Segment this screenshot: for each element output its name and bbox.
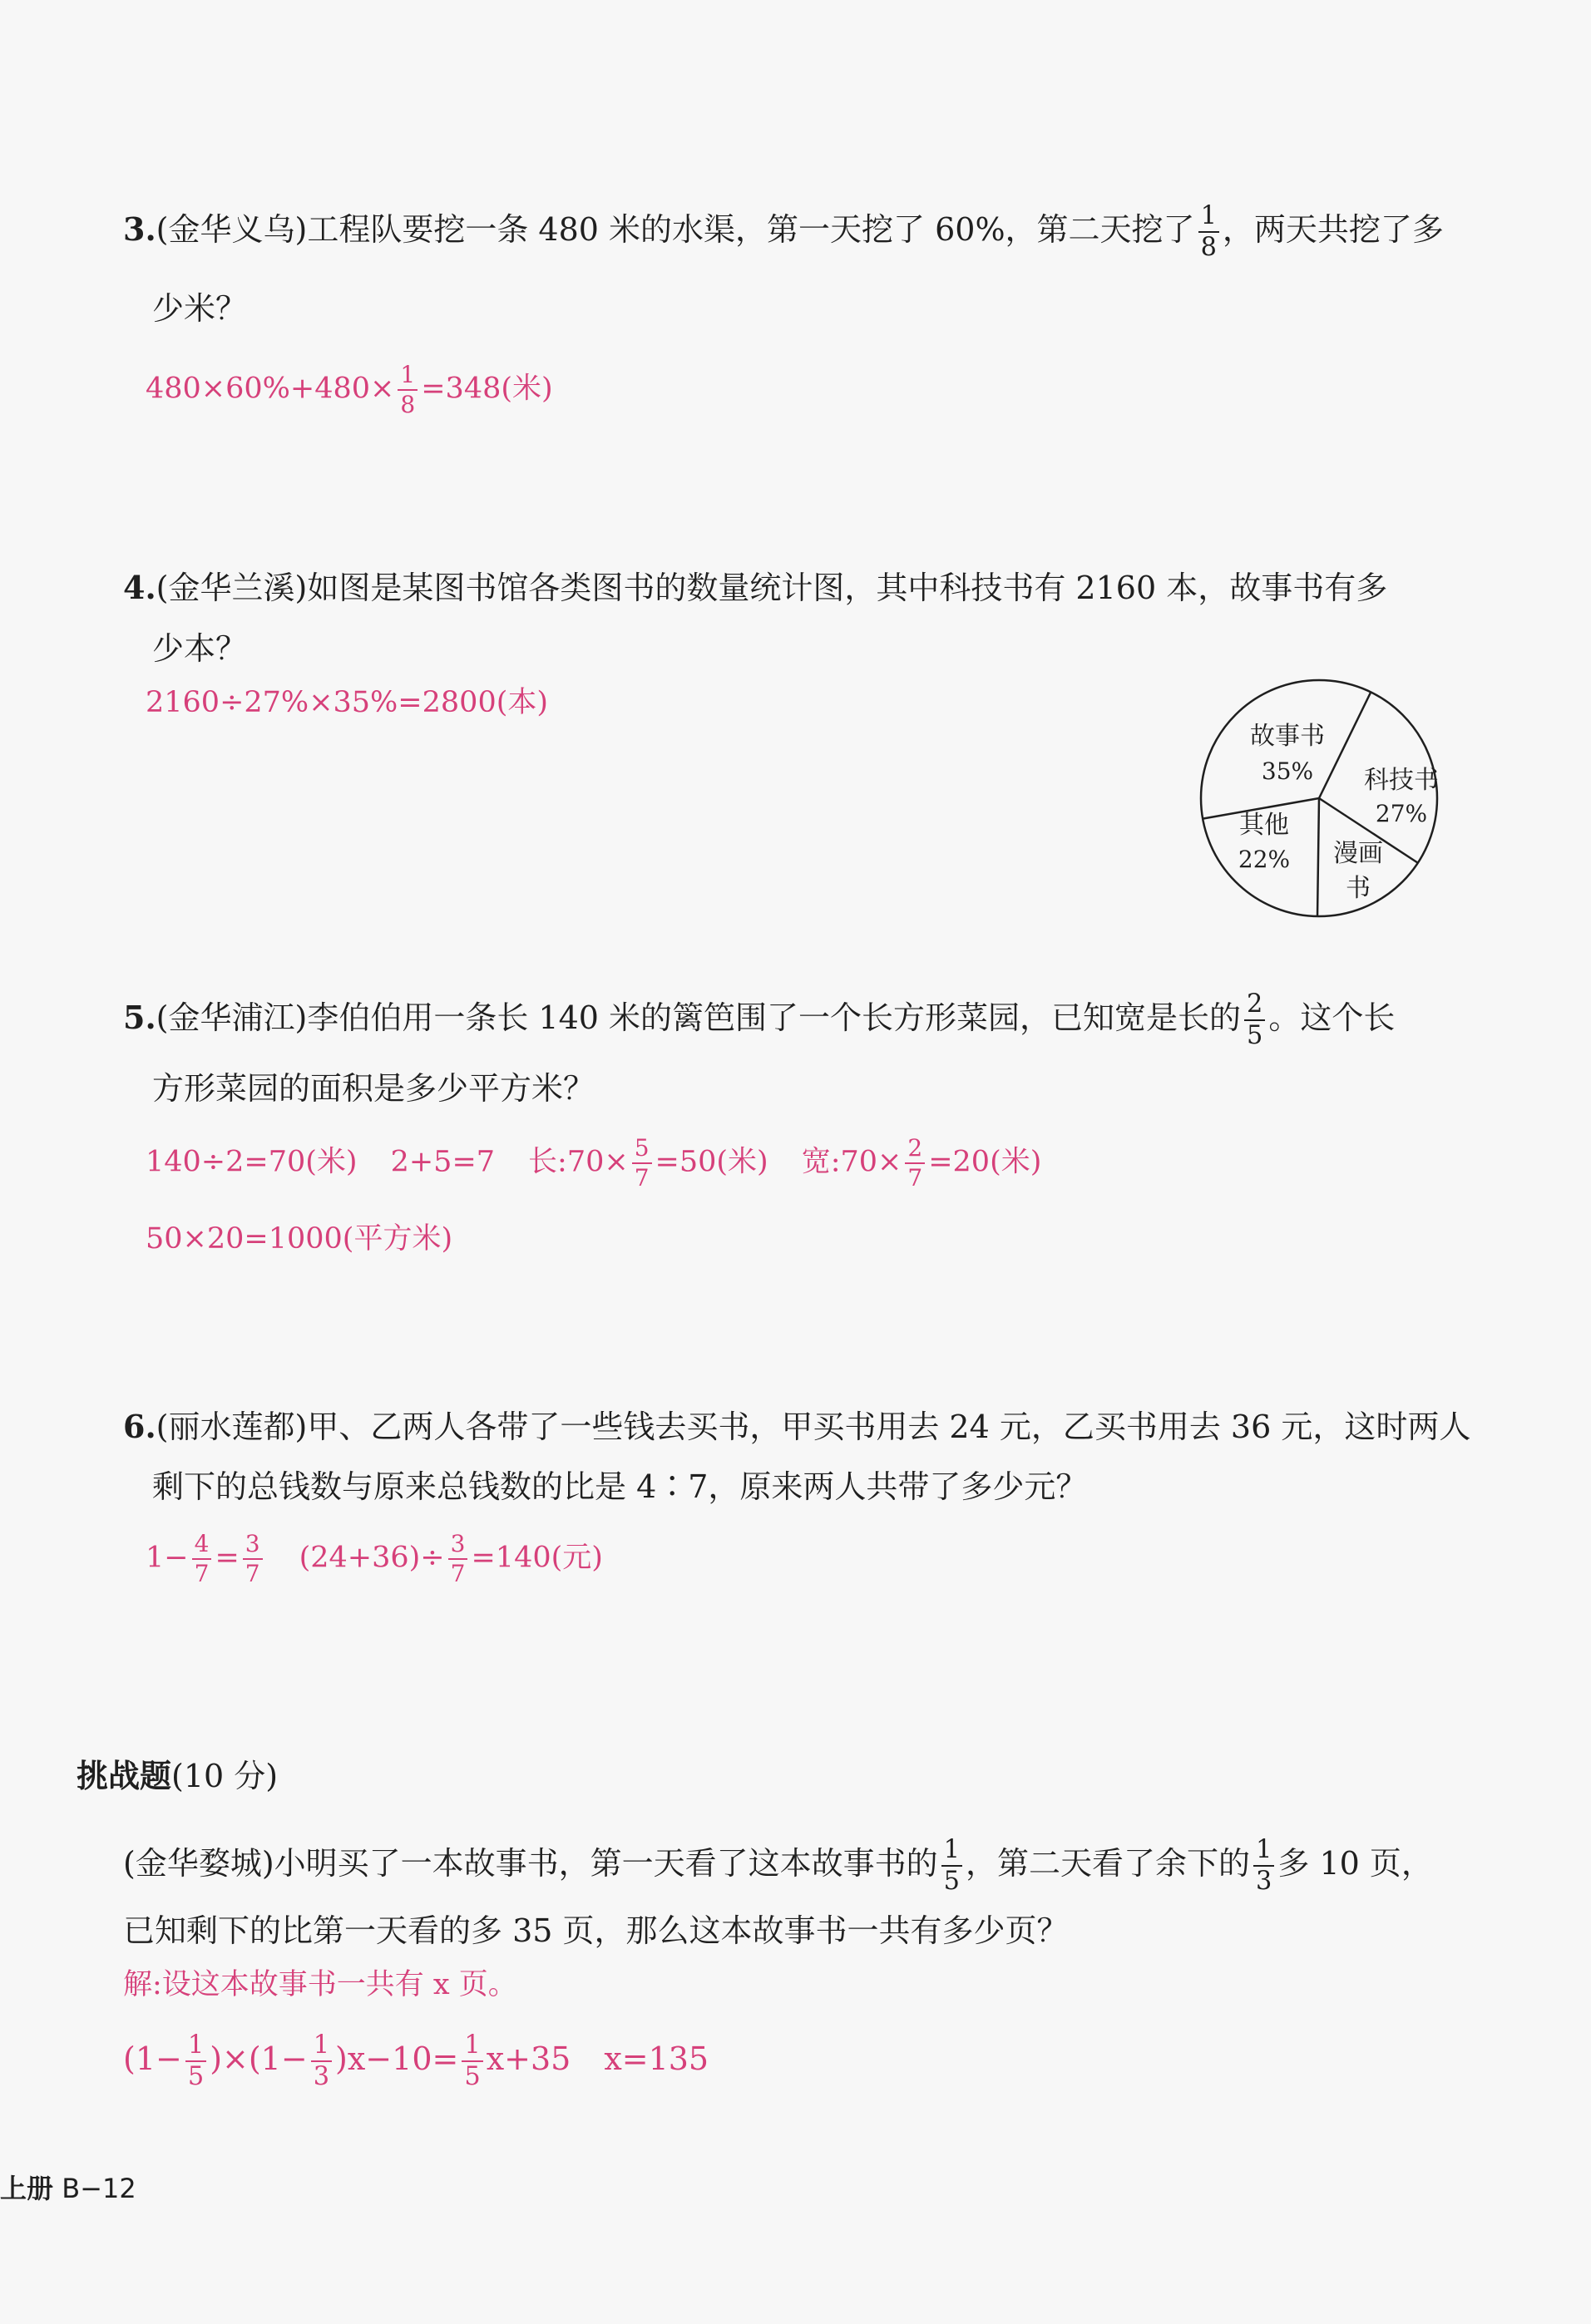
q5-answer-3-result: =50(米) [655,1145,768,1179]
challenge-eq-fraction-1-num: 1 [187,2030,205,2060]
q4-line1 [123,569,1388,606]
challenge-points: (10 分) [171,1758,279,1794]
challenge-eq-fraction-1-den: 5 [185,2060,206,2090]
q6-answer-fraction-3-den: 7 [448,1558,468,1586]
pie-label-other: 其他 [1239,811,1289,840]
challenge-eq-fraction-3-den: 5 [462,2060,482,2090]
challenge-eq-c: )x−10= [335,2040,459,2077]
q6-line2: 剩下的总钱数与原来总钱数的比是 4∶7，原来两人共带了多少元？ [152,1468,1088,1505]
challenge-eq-result: x=135 [604,2040,709,2077]
challenge-line1 [123,1835,1433,1897]
pie-value-other: 22% [1238,846,1291,873]
challenge-fraction-2-num: 1 [1256,1835,1272,1864]
challenge-fraction-1 [941,1835,962,1897]
challenge-eq-fraction-1 [185,2030,206,2092]
q5-answer-4-fraction [905,1134,925,1192]
q5-fraction-den: 5 [1244,1019,1265,1049]
q5-fraction-num: 2 [1247,989,1263,1019]
q5-answer-3-fraction [632,1134,652,1192]
q6-answer-equals: = [215,1541,240,1575]
q4-answer: 2160÷27%×35%=2800(本) [146,686,549,719]
challenge-eq-d: x+35 [486,2040,571,2077]
q6-answer-result: =140(元) [471,1541,603,1575]
q6-line1 [123,1408,1471,1445]
pie-label-tech: 科技书 [1364,766,1439,795]
q3-answer-result: =348(米) [421,372,553,406]
challenge-fraction-2-den: 3 [1253,1865,1274,1894]
q6-source: (丽水莲都) [156,1409,308,1445]
challenge-source: (金华婺城) [123,1844,274,1882]
q3-fraction-num: 1 [1200,201,1217,230]
q4-line2: 少本？ [152,630,248,667]
q5-text: 李伯伯用一条长 140 米的篱笆围了一个长方形菜园，已知宽是长的 [307,999,1242,1036]
q5-answer-1: 140÷2=70(米) [146,1145,358,1179]
q3-answer-fraction [398,363,418,417]
q5-answer-3-num: 5 [634,1134,650,1162]
q5-answer-4-num: 2 [907,1134,923,1162]
q3-text-end: ，两天共挖了多 [1222,210,1444,248]
challenge-eq-fraction-3 [462,2030,482,2092]
q4-source: (金华兰溪) [156,570,308,606]
q3-answer-fraction-num: 1 [400,361,416,388]
footer-volume: 上册 [0,2173,54,2204]
challenge-eq-fraction-3-num: 1 [464,2030,481,2060]
q6-answer-fraction-1 [192,1532,212,1586]
challenge-eq-fraction-2 [311,2030,332,2092]
q3-source: (金华义乌) [156,210,308,248]
pie-slice-boundary-3 [1317,798,1319,916]
q3-text: 工程队要挖一条 480 米的水渠，第一天挖了 60%，第二天挖了 [307,210,1195,248]
q4-number: 4. [123,569,156,606]
challenge-equation [123,2030,709,2092]
challenge-eq-fraction-2-num: 1 [313,2030,330,2060]
q5-answer-line2: 50×20=1000(平方米) [146,1222,453,1256]
challenge-line2: 已知剩下的比第一天看的多 35 页，那么这本故事书一共有多少页？ [123,1912,1069,1949]
page-footer [0,2168,136,2206]
q5-line1 [123,989,1396,1051]
challenge-answer-intro: 解:设这本故事书一共有 x 页。 [123,1968,517,2001]
q6-answer-fraction-2-num: 3 [245,1530,260,1557]
q5-answer-4-den: 7 [905,1162,925,1190]
challenge-text-b: ，第二天看了余下的 [966,1844,1251,1882]
challenge-eq-b: )×(1− [210,2040,308,2077]
challenge-fraction-1-num: 1 [943,1835,961,1864]
challenge-text-c: 多 10 页， [1277,1844,1433,1882]
q3-answer [146,363,553,417]
pie-slice-boundary-1 [1319,692,1371,798]
q5-answer-3: 长:70× [528,1145,629,1179]
q5-text-end: 。这个长 [1268,999,1396,1036]
q6-answer-1: 1− [146,1541,189,1575]
footer-page-number: B−12 [62,2173,136,2204]
q5-number: 5. [123,998,156,1036]
q3-line1 [123,201,1444,263]
pie-label-comic-1: 漫画 [1333,839,1383,868]
challenge-title: 挑战题 [77,1757,172,1794]
q3-fraction [1198,201,1219,263]
pie-label-comic-2: 书 [1346,874,1371,903]
q5-line2: 方形菜园的面积是多少平方米？ [152,1070,595,1107]
q3-answer-fraction-den: 8 [398,389,418,417]
q3-answer-part: 480×60%+480× [146,372,395,406]
pie-label-story: 故事书 [1250,722,1325,751]
q3-line2: 少米？ [152,290,248,327]
q6-answer [146,1532,603,1586]
q5-fraction [1244,989,1265,1051]
q6-answer-fraction-2 [243,1532,263,1586]
pie-value-tech: 27% [1375,800,1428,827]
q6-answer-fraction-3 [448,1532,468,1586]
challenge-heading [77,1757,279,1794]
pie-chart [1198,674,1472,931]
q6-answer-2: (24+36)÷ [299,1541,445,1575]
q5-answer-4: 宽:70× [801,1145,902,1179]
q5-answer-2: 2+5=7 [390,1145,496,1179]
q6-answer-fraction-1-den: 7 [192,1558,212,1586]
q3-number: 3. [123,210,156,248]
q6-answer-fraction-2-den: 7 [243,1558,263,1586]
q6-answer-fraction-3-num: 3 [450,1530,466,1557]
challenge-eq-fraction-2-den: 3 [311,2060,332,2090]
challenge-fraction-1-den: 5 [941,1865,962,1894]
q6-number: 6. [123,1408,156,1445]
q3-fraction-den: 8 [1198,231,1219,260]
pie-value-story: 35% [1261,757,1314,785]
q5-answer-3-den: 7 [632,1162,652,1190]
q5-source: (金华浦江) [156,999,308,1036]
q4-text: 如图是某图书馆各类图书的数量统计图，其中科技书有 2160 本，故事书有多 [307,570,1388,606]
q5-answer-line1 [146,1134,1042,1192]
q5-answer-4-result: =20(米) [928,1145,1042,1179]
challenge-fraction-2 [1253,1835,1274,1897]
q6-answer-fraction-1-num: 4 [194,1530,210,1557]
q6-text: 甲、乙两人各带了一些钱去买书，甲买书用去 24 元，乙买书用去 36 元，这时两人 [307,1409,1471,1445]
challenge-eq-a: (1− [123,2040,182,2077]
challenge-text-a: 小明买了一本故事书，第一天看了这本故事书的 [274,1844,938,1882]
